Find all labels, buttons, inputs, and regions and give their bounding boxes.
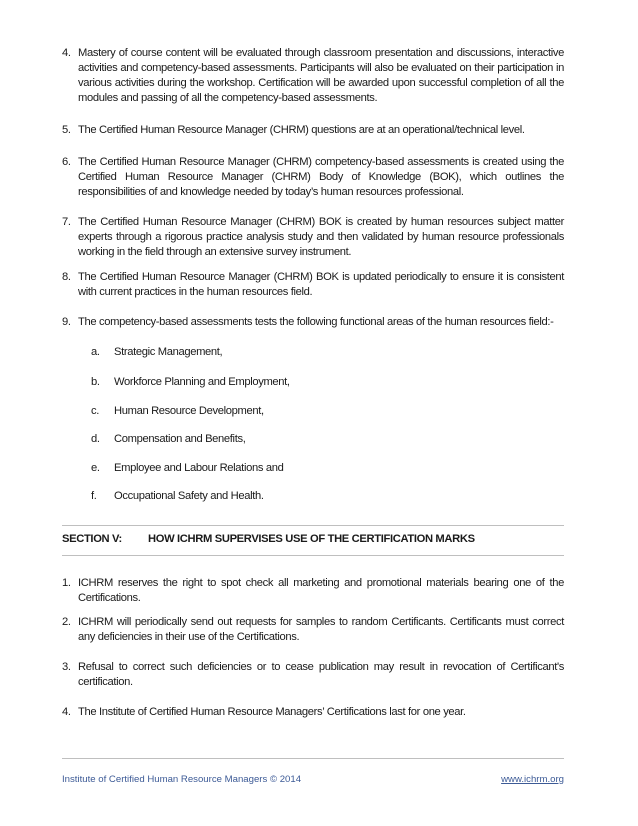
sublist-text: Compensation and Benefits, <box>114 433 246 445</box>
item-number: 5. <box>62 124 71 136</box>
item-number: 2. <box>62 616 71 628</box>
sublist-item <box>91 404 264 419</box>
item-number: 4. <box>62 706 71 718</box>
item-text: Refusal to correct such deficiencies or to cease publication may result in revocation of Certificant's certification. <box>78 661 564 688</box>
list-item <box>62 270 564 300</box>
item-number: 7. <box>62 216 71 228</box>
sublist-text: Strategic Management, <box>114 346 223 358</box>
item-text: The Certified Human Resource Manager (CHRM) BOK is updated periodically to ensure it is consistent with current practices in the human resources field. <box>78 271 564 298</box>
list-item <box>62 215 564 260</box>
sublist-text: Workforce Planning and Employment, <box>114 376 290 388</box>
item-number: 9. <box>62 316 71 328</box>
sublist-letter: d. <box>91 433 100 445</box>
sublist-text: Human Resource Development, <box>114 405 264 417</box>
item-text: The Certified Human Resource Manager (CHRM) questions are at an operational/technical level. <box>78 124 525 136</box>
item-text: The Certified Human Resource Manager (CHRM) competency-based assessments is created using the Certified Human Resource Manager (CHRM) Body of Knowledge (BOK), which outlines the responsibilities of and knowledge needed by today’s human resources professional. <box>78 156 564 198</box>
divider <box>62 555 564 556</box>
item-text: ICHRM reserves the right to spot check all marketing and promotional materials bearing one of the Certifications. <box>78 577 564 604</box>
section-title: HOW ICHRM SUPERVISES USE OF THE CERTIFICATION MARKS <box>148 533 475 545</box>
item-number: 8. <box>62 271 71 283</box>
list-item <box>62 155 564 200</box>
list-item <box>62 123 564 138</box>
list-item <box>62 315 564 330</box>
item-number: 1. <box>62 577 71 589</box>
sublist-letter: b. <box>91 376 100 388</box>
footer-website-link[interactable]: www.ichrm.org <box>501 774 564 785</box>
footer-copyright: Institute of Certified Human Resource Managers © 2014 <box>62 774 302 785</box>
footer-divider <box>62 758 564 759</box>
sublist-item <box>91 345 222 360</box>
list-item <box>62 615 564 645</box>
item-text: The Certified Human Resource Manager (CHRM) BOK is created by human resources subject matter experts through a rigorous practice analysis study and then validated by human resource professionals working in the field through an extensive survey instrument. <box>78 216 564 258</box>
item-text: The Institute of Certified Human Resource Managers’ Certifications last for one year. <box>78 706 466 718</box>
sublist-item <box>91 489 264 504</box>
item-number: 4. <box>62 47 71 59</box>
item-number: 6. <box>62 156 71 168</box>
sublist-item <box>91 432 245 447</box>
item-text: Mastery of course content will be evaluated through classroom presentation and discussions, interactive activities and competency-based assessments. Participants will also be evaluated on their participation in various activities during the workshop. Certification will be awarded upon successful completion of all the modules and passing of all the competency-based assessments. <box>78 47 564 104</box>
item-text: The competency-based assessments tests the following functional areas of the human resources field:- <box>78 316 554 328</box>
sublist-item <box>91 461 283 476</box>
section-heading <box>62 532 475 547</box>
sublist-letter: c. <box>91 405 100 417</box>
list-item <box>62 46 564 106</box>
divider <box>62 525 564 526</box>
sublist-letter: a. <box>91 346 100 358</box>
list-item <box>62 660 564 690</box>
item-text: ICHRM will periodically send out requests for samples to random Certificants. Certificants must correct any deficiencies in their use of the Certifications. <box>78 616 564 643</box>
section-label: SECTION V: <box>62 533 122 545</box>
sublist-text: Occupational Safety and Health. <box>114 490 264 502</box>
sublist-item <box>91 375 290 390</box>
list-item <box>62 576 564 606</box>
item-number: 3. <box>62 661 71 673</box>
sublist-letter: e. <box>91 462 100 474</box>
list-item <box>62 705 564 720</box>
sublist-text: Employee and Labour Relations and <box>114 462 284 474</box>
sublist-letter: f. <box>91 490 97 502</box>
